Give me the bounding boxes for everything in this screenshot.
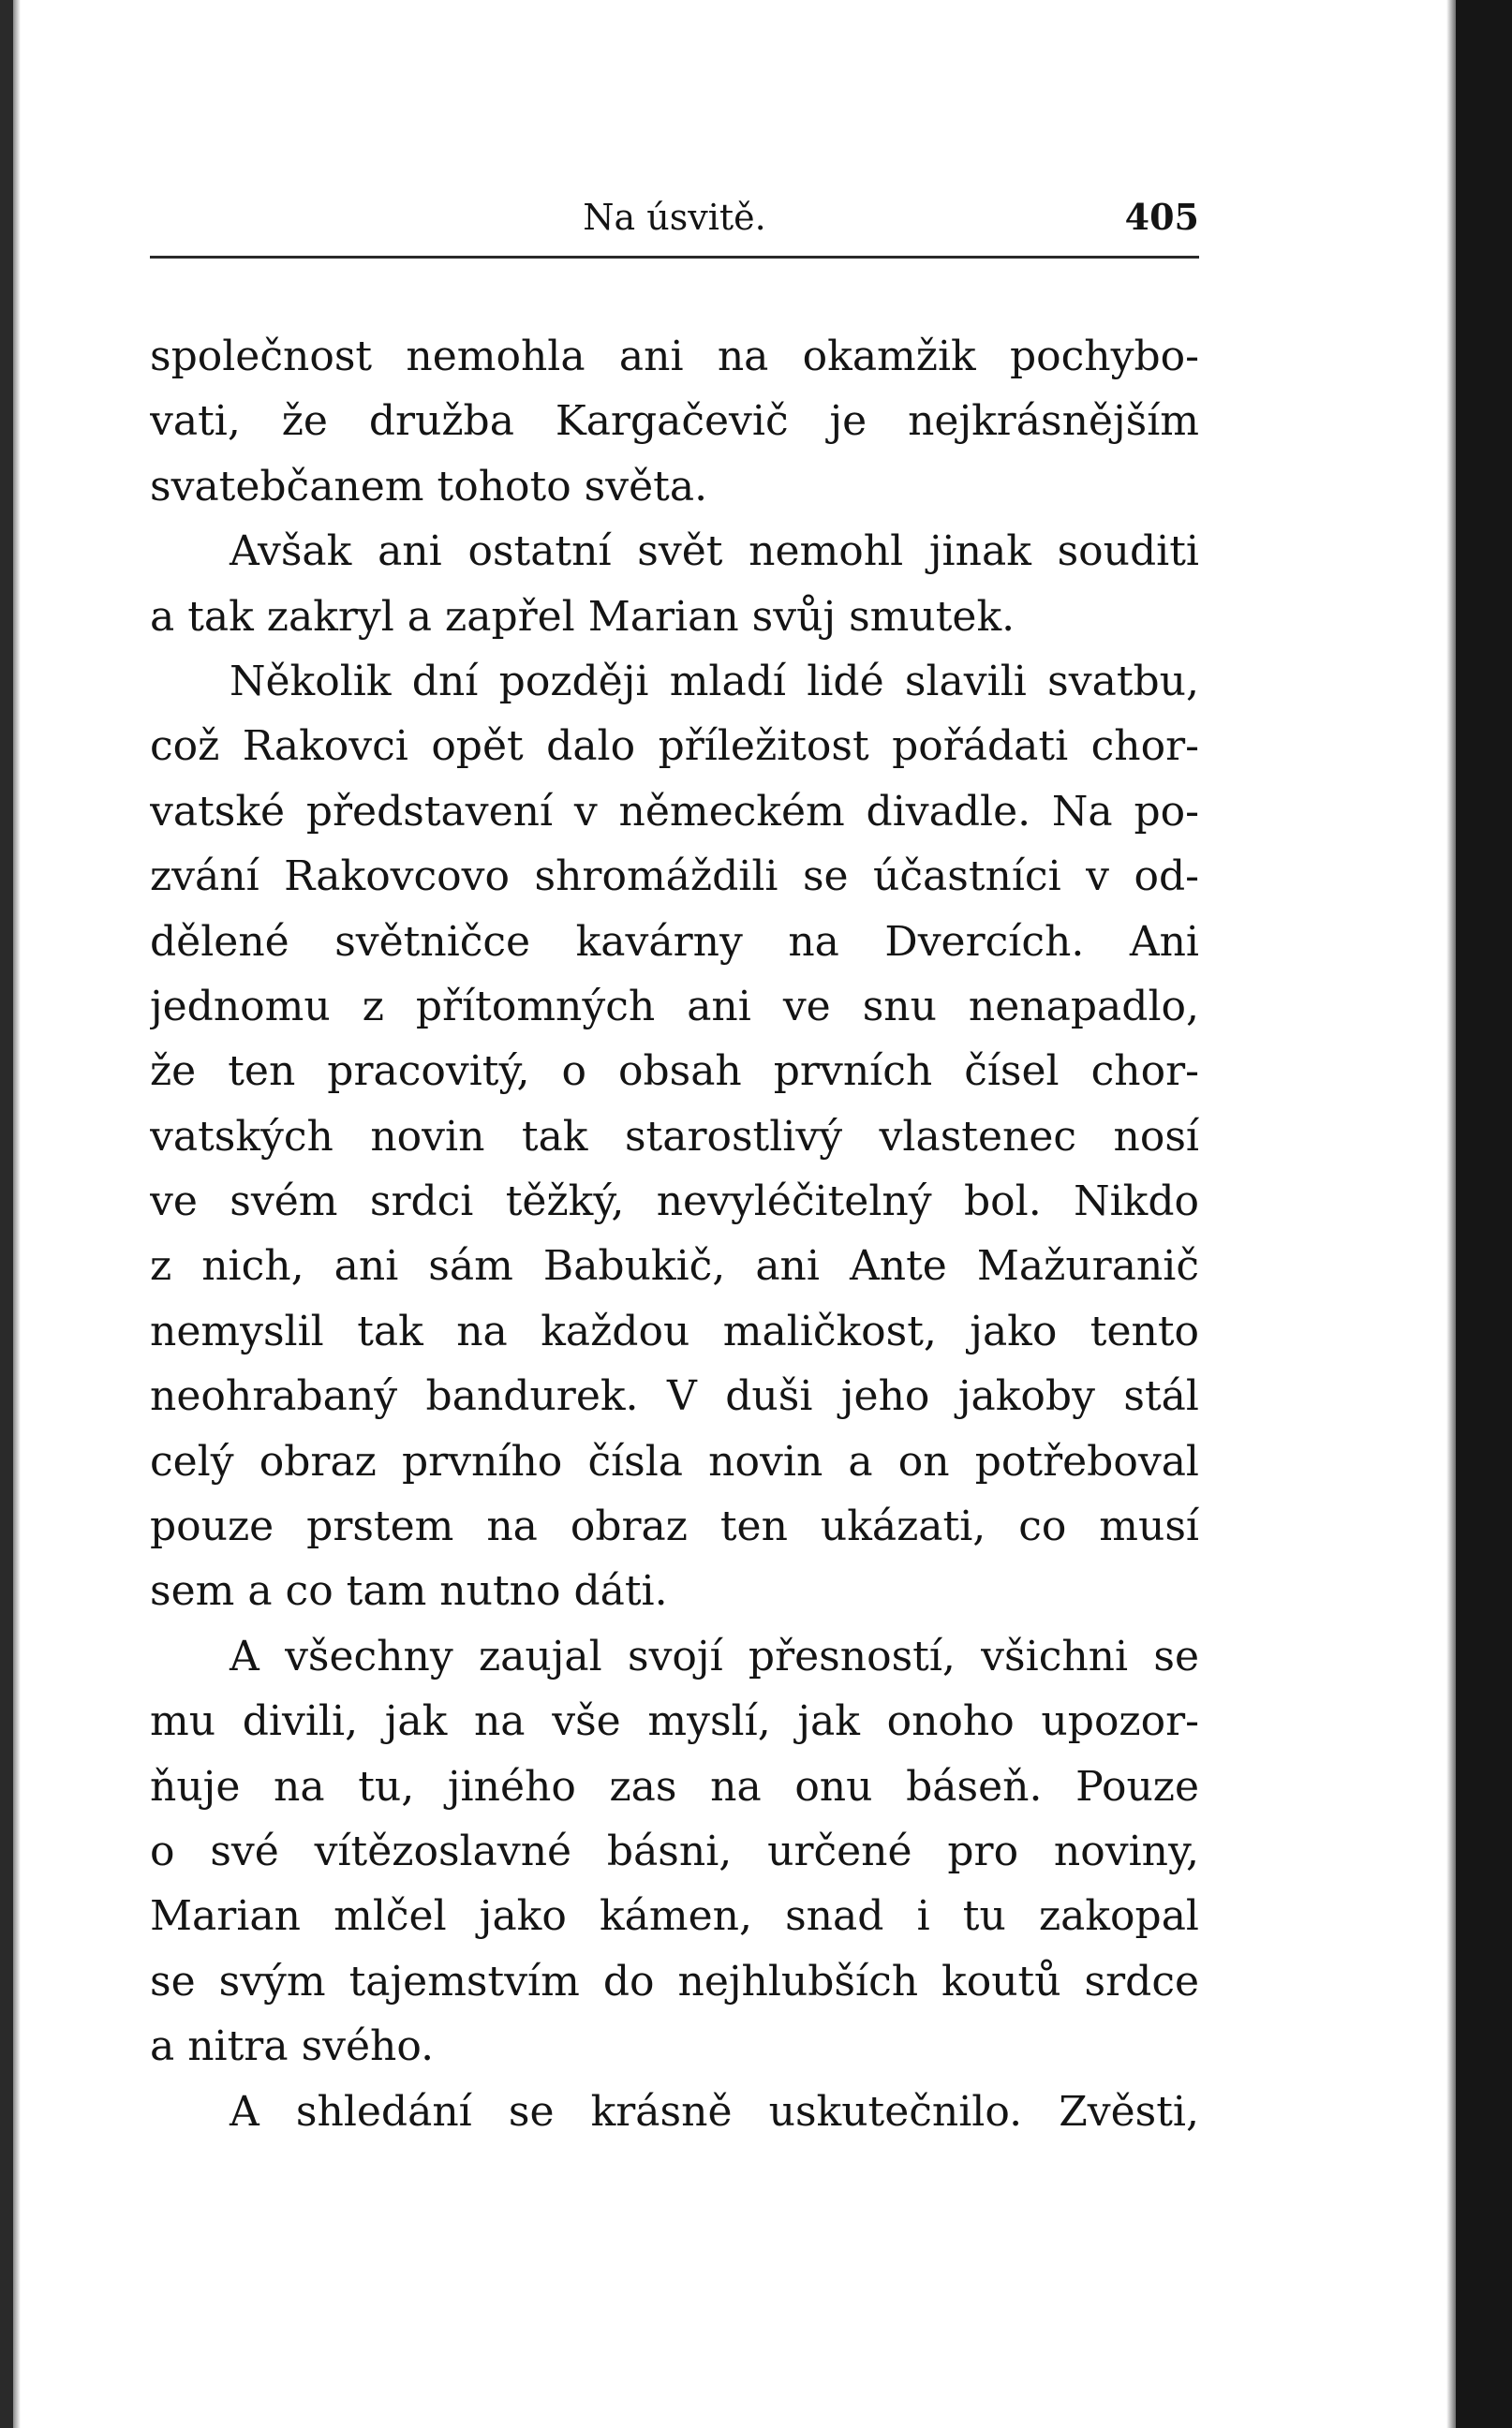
page-number: 405	[1124, 196, 1199, 238]
text-line: jednomu z přítomných ani ve snu nenapadlo,	[150, 982, 1199, 1030]
scan-edge-right-shadow	[1446, 0, 1456, 2428]
text-line: což Rakovci opět dalo příležitost pořádati chor-	[150, 722, 1199, 771]
text-line: a nitra svého.	[150, 2022, 435, 2071]
text-line: sem a co tam nutno dáti.	[150, 1567, 668, 1616]
text-line: dělené světničce kavárny na Dvercích. Ani	[150, 917, 1199, 966]
text-line: mu divili, jak na vše myslí, jak onoho upozor-	[150, 1697, 1199, 1746]
text-line: z nich, ani sám Babukič, ani Ante Mažuranič	[150, 1242, 1199, 1291]
text-line: ňuje na tu, jiného zas na onu báseň. Pouze	[150, 1762, 1199, 1811]
text-line: a tak zakryl a zapřel Marian svůj smutek.	[150, 592, 1015, 641]
text-line: vatské představení v německém divadle. Na po-	[150, 787, 1199, 836]
running-title: Na úsvitě.	[583, 197, 766, 238]
text-line: celý obraz prvního čísla novin a on potřeboval	[150, 1437, 1199, 1486]
text-line: Několik dní později mladí lidé slavili svatbu,	[230, 657, 1199, 705]
text-line: vati, že družba Kargačevič je nejkrásnějším	[150, 397, 1199, 446]
text-line: se svým tajemstvím do nejhlubších koutů srdce	[150, 1957, 1199, 2006]
text-line: vatských novin tak starostlivý vlastenec nosí	[150, 1112, 1199, 1161]
text-line: zvání Rakovcovo shromáždili se účastníci v od-	[150, 852, 1199, 901]
text-line: nemyslil tak na každou maličkost, jako tento	[150, 1307, 1199, 1355]
scan-edge-left	[0, 0, 13, 2428]
text-line: neohrabaný bandurek. V duši jeho jakoby stál	[150, 1372, 1199, 1421]
text-line: A všechny zaujal svojí přesností, všichni se	[230, 1632, 1199, 1680]
body-text	[150, 324, 1199, 2144]
text-line: ve svém srdci těžký, nevyléčitelný bol. Nikdo	[150, 1177, 1199, 1226]
text-line: společnost nemohla ani na okamžik pochybo-	[150, 333, 1199, 380]
scan-edge-left-shadow	[13, 0, 21, 2428]
scan-edge-right	[1456, 0, 1512, 2428]
text-line: svatebčanem tohoto světa.	[150, 462, 708, 511]
page-header	[150, 193, 1199, 249]
text-line: pouze prstem na obraz ten ukázati, co musí	[150, 1503, 1199, 1551]
text-line: že ten pracovitý, o obsah prvních čísel chor-	[150, 1047, 1199, 1096]
text-line: Avšak ani ostatní svět nemohl jinak souditi	[230, 527, 1199, 576]
text-line: A shledání se krásně uskutečnilo. Zvěsti,	[230, 2087, 1199, 2136]
header-rule	[150, 256, 1199, 259]
text-line: o své vítězoslavné básni, určené pro noviny,	[150, 1827, 1199, 1875]
text-line: Marian mlčel jako kámen, snad i tu zakopal	[150, 1892, 1199, 1941]
